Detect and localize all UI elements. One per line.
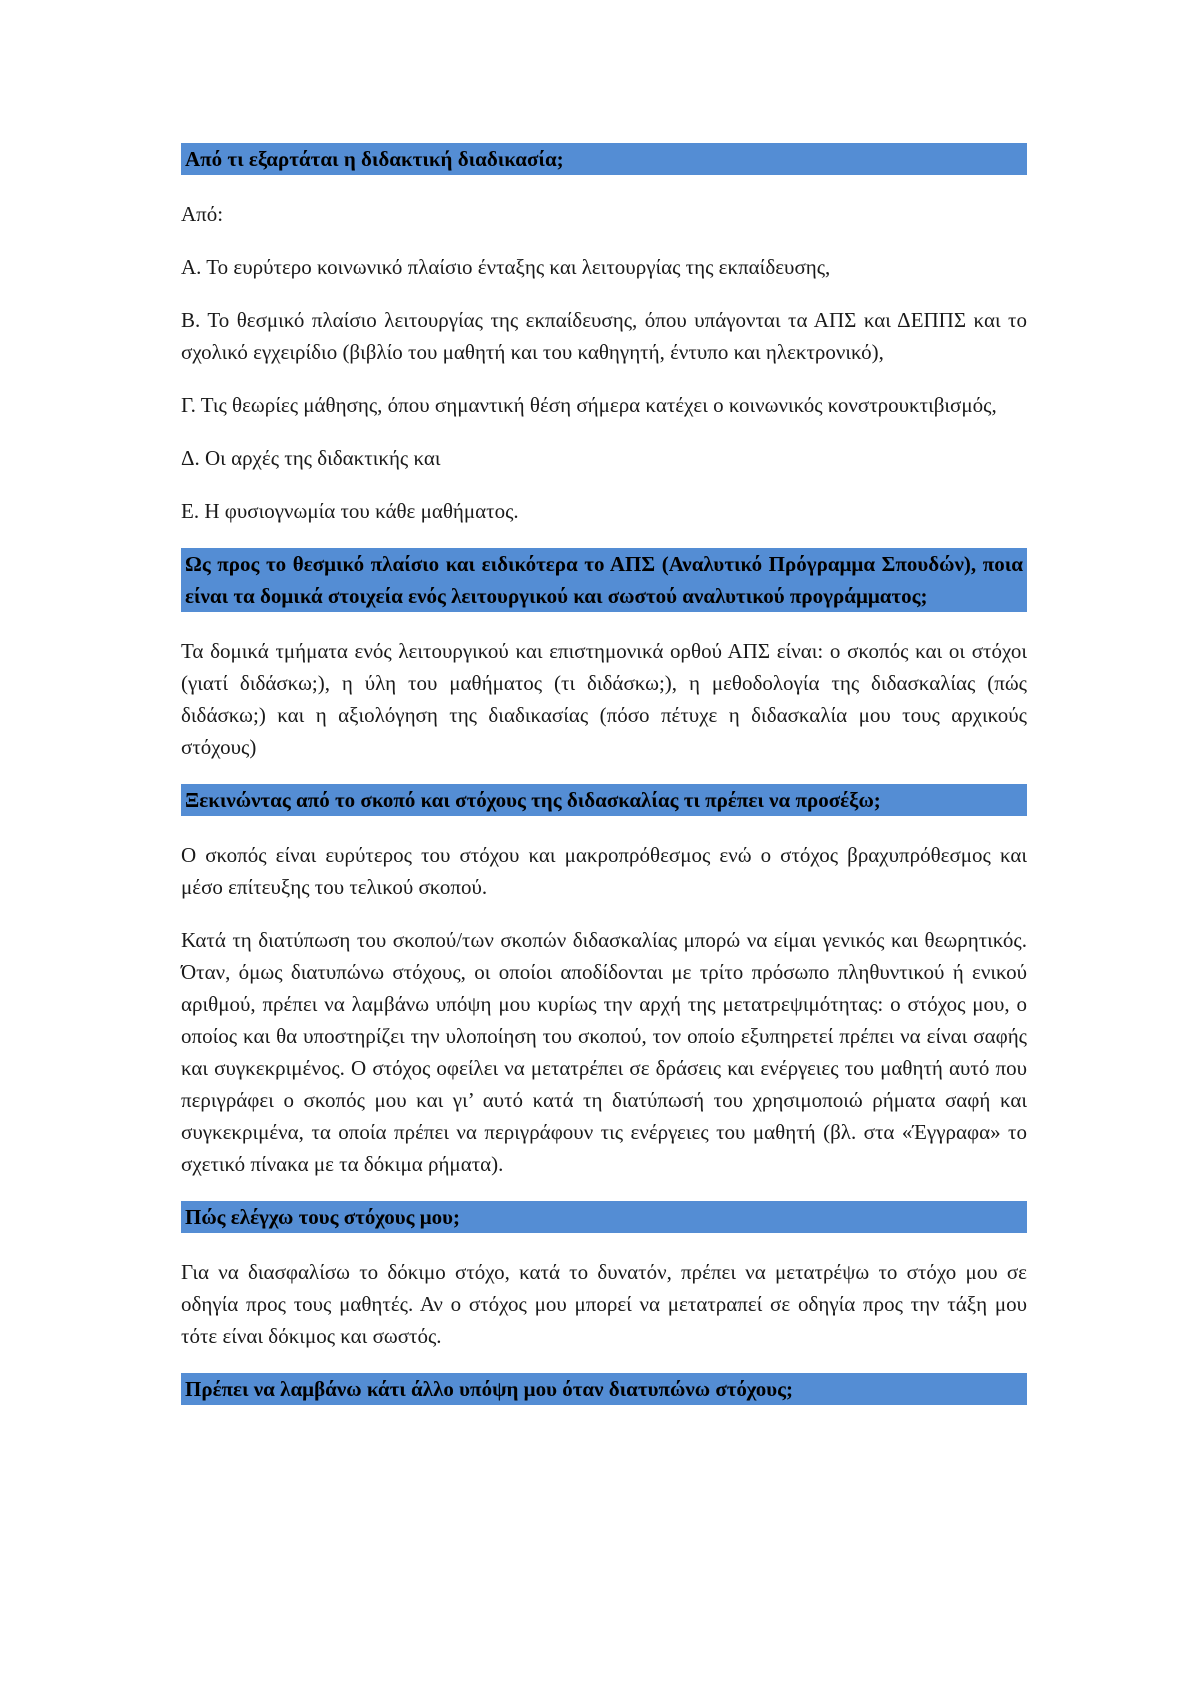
section-heading: Από τι εξαρτάται η διδακτική διαδικασία; <box>181 143 1027 175</box>
section-heading: Ως προς το θεσμικό πλαίσιο και ειδικότερα το ΑΠΣ (Αναλυτικό Πρόγραμμα Σπουδών), ποια είναι τα δομικά στοιχεία ενός λειτουργικού και σωστού αναλυτικού προγράμματος; <box>181 548 1027 612</box>
paragraph: Για να διασφαλίσω το δόκιμο στόχο, κατά το δυνατόν, πρέπει να μετατρέψω το στόχο μου σε οδηγία προς τους μαθητές. Αν ο στόχος μου μπορεί να μετατραπεί σε οδηγία προς την τάξη μου τότε είναι δόκιμος και σωστός. <box>181 1260 1027 1348</box>
document-page <box>181 143 1027 1428</box>
paragraph: Γ. Τις θεωρίες μάθησης, όπου σημαντική θέση σήμερα κατέχει ο κοινωνικός κονστρουκτιβισμός, <box>181 393 997 417</box>
paragraph: Ο σκοπός είναι ευρύτερος του στόχου και μακροπρόθεσμος ενώ ο στόχος βραχυπρόθεσμος και μέσο επίτευξης του τελικού σκοπού. <box>181 843 1027 899</box>
paragraph: Κατά τη διατύπωση του σκοπού/των σκοπών διδασκαλίας μπορώ να είμαι γενικός και θεωρητικός. Όταν, όμως διατυπώνω στόχους, οι οποίοι αποδίδονται με τρίτο πρόσωπο πληθυντικού ή ενικού αριθμού, πρέπει να λαμβάνω υπόψη μου κυρίως την αρχή της μετατρεψιμότητας: ο στόχος μου, ο οποίος και θα υποστηρίζει την υλοποίηση του σκοπού, τον οποίο εξυπηρετεί πρέπει να είναι σαφής και συγκεκριμένος. Ο στόχος οφείλει να μετατρέπει σε δράσεις και ενέργειες του μαθητή αυτό που περιγράφει ο σκοπός μου και γι’ αυτό κατά τη διατύπωσή του χρησιμοποιώ ρήματα σαφή και συγκεκριμένα, τα οποία πρέπει να περιγράφουν τις ενέργειες του μαθητή (βλ. στα «Έγγραφα» το σχετικό πίνακα με τα δόκιμα ρήματα). <box>181 928 1027 1176</box>
section-aims-objectives <box>181 784 1027 1180</box>
section-heading: Ξεκινώντας από το σκοπό και στόχους της διδασκαλίας τι πρέπει να προσέξω; <box>181 784 1027 816</box>
section-heading: Πρέπει να λαμβάνω κάτι άλλο υπόψη μου όταν διατυπώνω στόχους; <box>181 1373 1027 1405</box>
section-other-considerations <box>181 1373 1027 1405</box>
paragraph: Β. Το θεσμικό πλαίσιο λειτουργίας της εκπαίδευσης, όπου υπάγονται τα ΑΠΣ και ΔΕΠΠΣ και το σχολικό εγχειρίδιο (βιβλίο του μαθητή και του καθηγητή, έντυπο και ηλεκτρονικό), <box>181 308 1027 364</box>
paragraph: Α. Το ευρύτερο κοινωνικό πλαίσιο ένταξης και λειτουργίας της εκπαίδευσης, <box>181 255 831 279</box>
section-dependencies <box>181 143 1027 527</box>
paragraph: Από: <box>181 202 224 226</box>
section-heading: Πώς ελέγχω τους στόχους μου; <box>181 1201 1027 1233</box>
paragraph: Δ. Οι αρχές της διδακτικής και <box>181 446 441 470</box>
section-checking-objectives <box>181 1201 1027 1352</box>
paragraph: Τα δομικά τμήματα ενός λειτουργικού και επιστημονικά ορθού ΑΠΣ είναι: ο σκοπός και οι στόχοι (γιατί διδάσκω;), η ύλη του μαθήματος (τι διδάσκω;), η μεθοδολογία της διδασκαλίας (πώς διδάσκω;) και η αξιολόγηση της διαδικασίας (πόσο πέτυχε η διδασκαλία μου τους αρχικούς στόχους) <box>181 639 1027 759</box>
paragraph: Ε. Η φυσιογνωμία του κάθε μαθήματος. <box>181 499 519 523</box>
section-curriculum-elements <box>181 548 1027 763</box>
